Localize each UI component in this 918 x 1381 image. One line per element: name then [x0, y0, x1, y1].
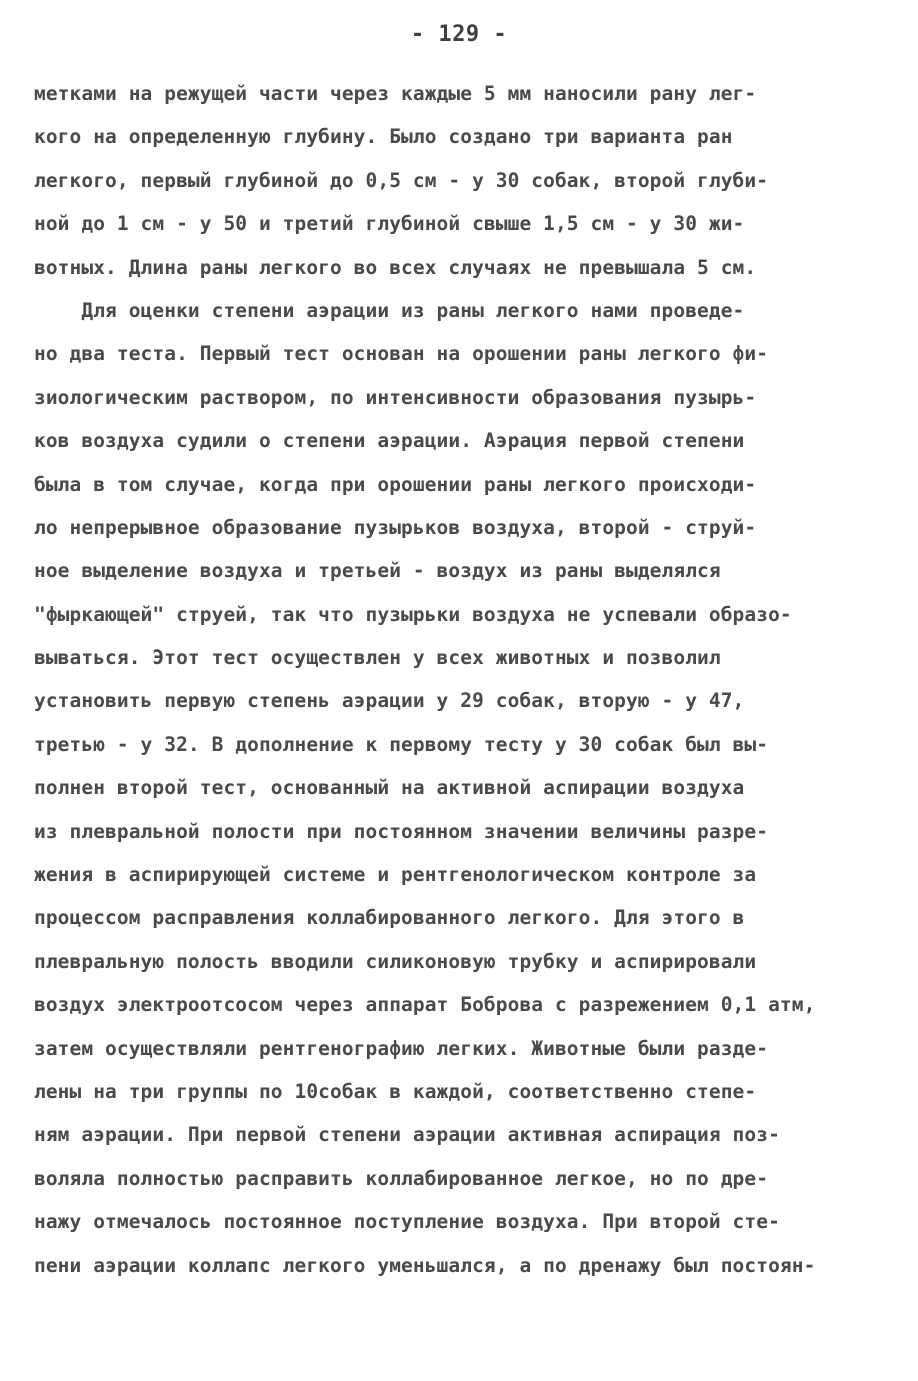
text-line: ло непрерывное образование пузырьков воздуха, второй - струй-	[34, 515, 757, 539]
text-line: зиологическим раствором, по интенсивности образования пузырь-	[34, 385, 757, 409]
text-line: метками на режущей части через каждые 5 мм наносили рану лег-	[34, 82, 757, 105]
text-line: ное выделение воздуха и третьей - воздух из раны выделялся	[34, 559, 721, 583]
text-line: воздух электроотсосом через аппарат Боброва с разрежением 0,1 атм,	[34, 993, 816, 1017]
text-line: полнен второй тест, основанный на активной аспирации воздуха	[34, 776, 745, 800]
text-line: установить первую степень аэрации у 29 собак, вторую - у 47,	[34, 689, 745, 713]
text-line: но два теста. Первый тест основан на орошении раны легкого фи-	[34, 342, 769, 366]
text-line: третью - у 32. В дополнение к первому тесту у 30 собак был вы-	[34, 732, 769, 756]
text-line: из плевральной полости при постоянном значении величины разре-	[34, 819, 769, 843]
text-line: ням аэрации. При первой степени аэрации активная аспирация поз-	[34, 1123, 780, 1147]
body-text	[34, 72, 894, 1287]
text-line: процессом расправления коллабированного легкого. Для этого в	[34, 906, 745, 930]
text-line: вываться. Этот тест осуществлен у всех животных и позволил	[34, 646, 721, 670]
text-line: лены на три группы по 10собак в каждой, соответственно степе-	[34, 1079, 757, 1103]
text-line: плевральную полость вводили силиконовую трубку и аспирировали	[34, 949, 757, 973]
text-line: затем осуществляли рентгенографию легких. Животные были разде-	[34, 1036, 769, 1060]
text-line: легкого, первый глубиной до 0,5 см - у 30 собак, второй глуби-	[34, 168, 769, 192]
page-number: - 129 -	[410, 22, 508, 47]
text-line: ков воздуха судили о степени аэрации. Аэрация первой степени	[34, 429, 745, 453]
text-line: пени аэрации коллапс легкого уменьшался, а по дренажу был постоян-	[34, 1253, 816, 1277]
text-line: ной до 1 см - у 50 и третий глубиной свыше 1,5 см - у 30 жи-	[34, 212, 745, 236]
text-line: вотных. Длина раны легкого во всех случаях не превышала 5 см.	[34, 255, 757, 279]
text-line: была в том случае, когда при орошении раны легкого происходи-	[34, 472, 757, 496]
text-line: кого на определенную глубину. Было создано три варианта ран	[34, 125, 733, 149]
text-line: жения в аспирирующей системе и рентгенологическом контроле за	[34, 863, 757, 887]
text-line: воляла полностью расправить коллабированное легкое, но по дре-	[34, 1166, 769, 1190]
text-line: "фыркающей" струей, так что пузырьки воздуха не успевали образо-	[34, 602, 792, 626]
text-line: Для оценки степени аэрации из раны легкого нами проведе-	[34, 298, 745, 322]
text-line: нажу отмечалось постоянное поступление воздуха. При второй сте-	[34, 1210, 780, 1234]
